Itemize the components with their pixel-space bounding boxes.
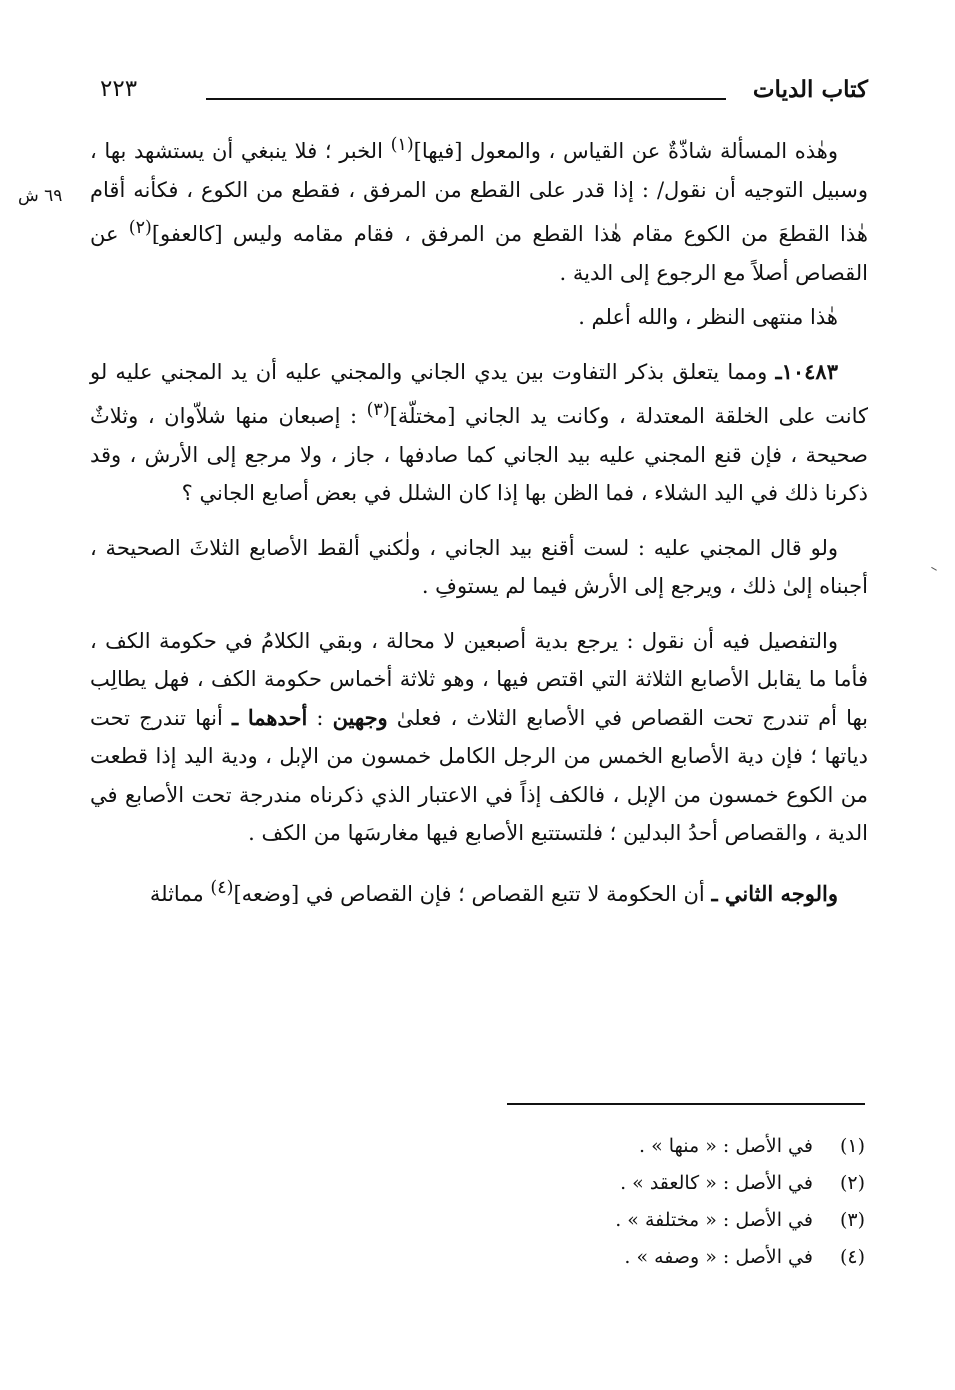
text-run: :: [307, 705, 333, 730]
text-run: أنها تندرج تحت دياتها ؛ فإن دية الأصابع الخمس من الرجل الكامل خمسون من الإبل ، ودية اليد إذا قطعت من الكوع خمسون من الإبل ، فالكف إذاً في الاعتبار الذي ذكرناه مندرجة تحت الأصابع في الدية ، والقصاص أحدُ البدلين ؛ فلتستتبع الأصابع فيها مغارسَها من الكف .: [90, 705, 868, 845]
paragraph: [90, 353, 868, 513]
footnote-number: (٢): [839, 1172, 865, 1194]
footnote-ref: (٤): [210, 877, 234, 898]
page-number: ٢٢٣: [100, 76, 138, 102]
bold-heading-text: وجهين: [332, 704, 388, 730]
footnote-number: (٤): [839, 1246, 865, 1268]
paragraph: [90, 529, 868, 606]
footnote-text: في الأصل : « منها » .: [639, 1135, 813, 1157]
paragraph: [90, 298, 868, 337]
footnote-ref: (١): [390, 135, 414, 155]
footnote-ref: (٣): [366, 400, 390, 420]
footnote-rule: [507, 1103, 865, 1105]
margin-mark: [929, 567, 937, 574]
footnote-text: في الأصل : « وصفه » .: [624, 1246, 813, 1268]
header-rule: [206, 98, 726, 100]
paragraph: [90, 126, 868, 292]
footnote: [365, 1202, 865, 1239]
body-text: [90, 126, 868, 929]
text-run: عن القصاص أصلاً مع الرجوع إلى الدية .: [90, 222, 868, 285]
footnote-number: (١): [839, 1135, 865, 1157]
footnote-ref: (٢): [128, 218, 152, 238]
paragraph: [90, 869, 868, 914]
text-run: : إصبعان منها شلاّوان ، وثلاثٌ صحيحة ، فإن قنع المجني عليه بيد الجاني كما صادفها ، جاز ، ولا مرجع إلى الأرش ، وقد ذكرنا ذلك في اليد الشلاء ، فما الظن بها إذا كان الشلل في بعض أصابع الجاني ؟: [90, 404, 868, 505]
text-run: ومما يتعلق بذكر التفاوت بين يدي الجاني والمجني عليه أن يد المجني عليه لو كانت على الخلقة المعتدلة ، وكانت يد الجاني [مختلّة]: [90, 359, 868, 428]
bold-heading-text: والوجه الثاني ـ: [711, 880, 838, 906]
text-run: وهٰذه المسألة شاذّةٌ عن القياس ، والمعول [فيها]: [413, 139, 839, 163]
footnote-text: في الأصل : « كالعقد » .: [620, 1172, 813, 1194]
text-run: هٰذا منتهى النظر ، والله أعلم .: [578, 305, 838, 329]
footnote: [365, 1128, 865, 1165]
footnote: [365, 1165, 865, 1202]
bold-heading-text: أحدهما ـ: [231, 704, 308, 730]
text-run: والتفصيل فيه أن نقول : يرجع بدية أصبعين لا محالة ، وبقي الكلامُ في حكومة الكف ، فأما ما يقابل الأصابع الثلاثة التي اقتص فيها ، وهو ثلاثة أخماس حكومة الكف ، فهل يطالِب بها أم تندرج تحت القصاص في الأصابع الثلاث ، فعلىٰ: [90, 628, 868, 730]
running-header: [90, 72, 868, 112]
footnote-text: في الأصل : « مختلفة » .: [615, 1209, 813, 1231]
text-run: ولو قال المجني عليه : لست أقنع بيد الجاني ، ولٰكني ألقط الأصابع الثلاثَ الصحيحة ، أجبناه إلىٰ ذلك ، ويرجع إلى الأرش فيما لم يستوفِ .: [90, 535, 868, 598]
text-run: مماثلة: [149, 881, 211, 906]
book-title: كتاب الديات: [752, 76, 868, 103]
footnote: [365, 1239, 865, 1276]
bold-heading-text: ١٠٤٨٣ـ: [775, 358, 838, 384]
manuscript-folio-note: ٦٩ ش: [18, 186, 63, 206]
footnote-number: (٣): [839, 1209, 865, 1231]
footnotes: [365, 1128, 865, 1276]
text-run: الخبر ؛ فلا ينبغي أن يستشهد بها ، وسبيل التوجيه أن نقول/ : إذا قدر على القطع من المرفق ، فقطع من الكوع ، فكأنه أقام هٰذا القطعَ من الكوع مقام هٰذا القطع من المرفق ، فقام مقامه وليس [كالعفو]: [90, 139, 868, 246]
text-run: أن الحكومة لا تتبع القصاص ؛ فإن القصاص في [وضعه]: [233, 881, 712, 906]
paragraph: [90, 622, 868, 853]
